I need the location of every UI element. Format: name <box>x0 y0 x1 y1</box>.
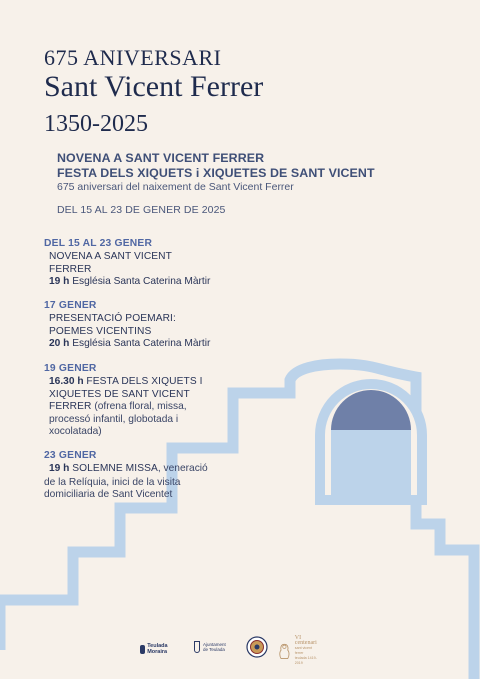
intro-subtitle: 675 aniversari del naixement de Sant Vicent Ferrer <box>57 181 294 193</box>
event-details-line: domiciliaria de Sant Vicentet <box>44 489 173 501</box>
logo-ajuntament <box>194 641 229 653</box>
title-anniversary: 675 ANIVERSARI <box>44 45 222 70</box>
event-date: 19 GENER <box>44 363 97 374</box>
vi-centenari-text <box>295 636 320 666</box>
seal-logo <box>246 636 268 663</box>
event-title: FERRER <box>49 401 92 413</box>
event-date: 23 GENER <box>44 450 97 461</box>
event-poemari <box>44 299 234 351</box>
vi-centenari-sub: sant vicent ferrer <box>294 646 312 655</box>
saint-figure-icon <box>276 640 293 662</box>
event-place: Església Santa Caterina Màrtir <box>72 276 211 288</box>
event-details-line: processó infantil, globotada i <box>49 413 179 425</box>
event-time-place <box>49 276 234 289</box>
coat-of-arms-icon <box>194 641 200 653</box>
teulada-moraira-icon <box>140 645 145 654</box>
seal-icon <box>246 636 268 658</box>
main-title <box>44 46 263 138</box>
event-title-line <box>49 376 244 389</box>
logo-ajuntament-text: Ajuntament de Teulada <box>202 642 226 652</box>
event-body <box>44 463 254 476</box>
event-body <box>44 477 254 502</box>
title-saint-name: Sant Vicent Ferrer <box>44 70 264 103</box>
title-years: 1350-2025 <box>44 111 148 137</box>
event-date: DEL 15 AL 23 GENER <box>44 238 153 249</box>
event-title-line: NOVENA A SANT VICENT <box>49 251 172 262</box>
intro-block <box>57 151 457 216</box>
event-title-line: PRESENTACIÓ POEMARI: <box>49 313 176 324</box>
event-title: FESTA DELS XIQUETS I <box>86 376 203 387</box>
event-time: 16.30 h <box>49 376 84 387</box>
event-time: 20 h <box>49 338 70 350</box>
logo-teulada-moraira-text: Teulada Moraira <box>147 643 168 655</box>
event-details-line: de la Relíquia, inici de la visita <box>44 476 181 488</box>
intro-heading-festa: FESTA DELS XIQUETS i XIQUETES DE SANT VICENT <box>57 165 375 180</box>
event-place: Església Santa Caterina Màrtir <box>72 338 211 350</box>
logo-vi-centenari <box>276 636 320 666</box>
event-date: 17 GENER <box>44 300 97 311</box>
event-title-line <box>49 463 254 476</box>
intro-date-range: DEL 15 AL 23 DE GENER DE 2025 <box>57 204 226 216</box>
event-title-line: POEMES VICENTINS <box>49 325 152 337</box>
vi-centenari-title: VI centenari <box>294 635 317 646</box>
logo-teulada-moraira <box>140 643 171 655</box>
event-title: SOLEMNE MISSA <box>72 463 158 474</box>
event-body <box>44 313 234 351</box>
event-title-line: FERRER <box>49 263 92 275</box>
event-time: 19 h <box>49 276 70 288</box>
event-details: (ofrena floral, missa, <box>94 401 187 413</box>
event-body <box>44 376 244 439</box>
event-time: 19 h <box>49 463 70 474</box>
arch-doorway <box>320 384 422 500</box>
event-time-place <box>49 338 234 351</box>
event-details-line: xocolatada) <box>49 426 102 438</box>
vi-centenari-years: teulada 1419-2019 <box>294 656 317 665</box>
event-solemne-missa <box>44 449 254 502</box>
event-details: , veneració <box>157 463 208 474</box>
event-title-line: XIQUETES DE SANT VICENT <box>49 388 190 400</box>
event-title-line <box>49 401 244 414</box>
event-body <box>44 251 234 289</box>
intro-heading-novena: NOVENA A SANT VICENT FERRER <box>57 151 265 165</box>
event-festa-xiquets <box>44 362 244 439</box>
event-novena <box>44 237 234 289</box>
